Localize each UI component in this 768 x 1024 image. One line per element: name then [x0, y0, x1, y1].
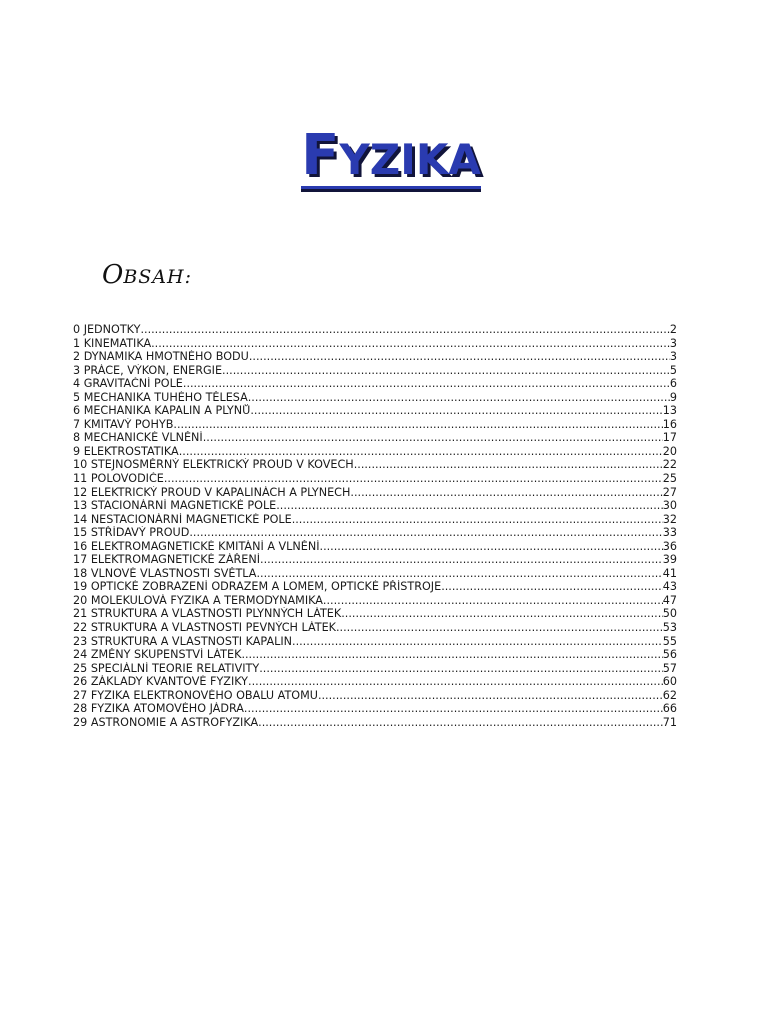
toc-entry[interactable] — [73, 377, 677, 391]
toc-entry-label: JEDNOTKY — [83, 323, 141, 336]
toc-entry[interactable] — [73, 580, 677, 594]
toc-entry-number: 18 — [73, 566, 88, 580]
toc-dot-leader — [258, 716, 663, 730]
toc-entry-number: 9 — [73, 444, 81, 458]
toc-entry-label: FYZIKA ATOMOVÉHO JÁDRA — [90, 702, 244, 716]
toc-entry-label: ZMĚNY SKUPENSTVÍ LÁTEK — [90, 648, 242, 662]
toc-entry[interactable] — [73, 553, 677, 567]
toc-entry[interactable] — [73, 431, 677, 445]
toc-dot-leader — [248, 391, 670, 405]
toc-entry-page: 66 — [662, 702, 677, 716]
toc-dot-leader — [292, 635, 663, 649]
toc-entry-page: 17 — [662, 431, 677, 445]
toc-entry[interactable] — [73, 635, 677, 649]
toc-dot-leader — [318, 689, 663, 703]
toc-entry-number: 3 — [73, 363, 81, 377]
toc-dot-leader — [323, 594, 663, 608]
toc-entry-label: STRUKTURA A VLASTNOSTI PLYNNÝCH LÁTEK — [90, 607, 342, 621]
toc-entry-label: ELEKTROSTATIKA — [83, 444, 179, 458]
toc-entry[interactable] — [73, 567, 677, 581]
toc-entry-label: MECHANIKA TUHÉHO TĚLESA — [83, 390, 248, 404]
toc-entry-label: ELEKTROMAGNETICKÉ KMITÁNÍ A VLNĚNÍ — [90, 539, 320, 553]
toc-dot-leader — [350, 486, 662, 500]
toc-entry-label: STŘÍDAVÝ PROUD — [90, 526, 190, 540]
toc-entry-page: 3 — [669, 350, 677, 364]
toc-entry-page: 13 — [662, 404, 677, 418]
toc-entry-page: 43 — [662, 580, 677, 594]
toc-dot-leader — [249, 350, 670, 364]
toc-entry[interactable] — [73, 702, 677, 716]
toc-dot-leader — [250, 404, 662, 418]
toc-entry-page: 6 — [669, 377, 677, 391]
toc-entry[interactable] — [73, 648, 677, 662]
toc-dot-leader — [203, 431, 663, 445]
toc-entry-number: 10 — [73, 458, 88, 472]
toc-entry-page: 2 — [669, 323, 677, 336]
toc-entry-number: 8 — [73, 431, 81, 445]
toc-dot-leader — [183, 377, 670, 391]
toc-dot-leader — [260, 553, 663, 567]
toc-dot-leader — [151, 337, 670, 351]
toc-entry-label: STEJNOSMĚRNÝ ELEKTRICKÝ PROUD V KOVECH — [90, 458, 354, 472]
toc-dot-leader — [256, 567, 662, 581]
toc-dot-leader — [341, 607, 663, 621]
toc-entry-number: 28 — [73, 702, 88, 716]
toc-entry[interactable] — [73, 391, 677, 405]
toc-dot-leader — [164, 472, 663, 486]
toc-entry-label: KINEMATIKA — [83, 336, 152, 350]
toc-entry-page: 41 — [662, 566, 677, 580]
toc-entry-page: 9 — [669, 390, 677, 404]
toc-entry[interactable] — [73, 364, 677, 378]
toc-entry-number: 5 — [73, 390, 81, 404]
toc-entry-page: 25 — [662, 472, 677, 486]
toc-entry-number: 7 — [73, 417, 81, 431]
toc-entry-label: NESTACIONÁRNÍ MAGNETICKÉ POLE — [90, 512, 292, 526]
toc-entry-label: OPTICKÉ ZOBRAZENÍ ODRAZEM A LOMEM, OPTICKÉ PŘÍSTROJE — [90, 580, 442, 594]
title-initial: F — [301, 123, 340, 188]
toc-entry-page: 60 — [662, 675, 677, 689]
toc-entry-label: MECHANICKÉ VLNĚNÍ — [83, 431, 203, 445]
toc-entry-page: 20 — [662, 444, 677, 458]
toc-entry[interactable] — [73, 689, 677, 703]
toc-entry-page: 56 — [662, 648, 677, 662]
toc-entry-label: POLOVODIČE — [90, 472, 164, 486]
toc-entry-label: SPECIÁLNÍ TEORIE RELATIVITY — [90, 661, 260, 675]
toc-entry-page: 3 — [669, 336, 677, 350]
toc-entry-page: 33 — [662, 526, 677, 540]
toc-entry-label: ASTRONOMIE A ASTROFYZIKA — [90, 715, 259, 729]
toc-entry-number: 2 — [73, 350, 81, 364]
toc-entry-page: 57 — [662, 661, 677, 675]
toc-dot-leader — [276, 499, 663, 513]
toc-entry[interactable] — [73, 337, 677, 351]
toc-dot-leader — [441, 580, 663, 594]
toc-entry-number: 23 — [73, 634, 88, 648]
toc-dot-leader — [140, 323, 669, 337]
toc-entry-number: 6 — [73, 404, 81, 418]
toc-dot-leader — [354, 458, 663, 472]
toc-entry-page: 62 — [662, 688, 677, 702]
toc-entry-number: 29 — [73, 715, 88, 729]
toc-entry[interactable] — [73, 458, 677, 472]
toc-dot-leader — [292, 513, 663, 527]
toc-entry-label: FYZIKA ELEKTRONOVÉHO OBALU ATOMU — [90, 688, 318, 702]
toc-entry-page: 36 — [662, 539, 677, 553]
toc-entry[interactable] — [73, 513, 677, 527]
toc-entry-number: 25 — [73, 661, 88, 675]
contents-heading-rest: BSAH: — [123, 266, 192, 288]
toc-entry-number: 15 — [73, 526, 88, 540]
toc-entry[interactable] — [73, 445, 677, 459]
toc-entry-label: PRÁCE, VÝKON, ENERGIE — [83, 363, 223, 377]
toc-dot-leader — [259, 662, 663, 676]
toc-dot-leader — [222, 364, 670, 378]
toc-entry[interactable] — [73, 418, 677, 432]
toc-entry[interactable] — [73, 716, 677, 730]
toc-entry-label: ELEKTROMAGNETICKÉ ZÁŘENÍ — [90, 553, 261, 567]
toc-entry-number: 0 — [73, 323, 81, 336]
toc-entry-number: 4 — [73, 377, 81, 391]
toc-entry[interactable] — [73, 675, 677, 689]
toc-dot-leader — [248, 675, 663, 689]
toc-entry-page: 39 — [662, 553, 677, 567]
toc-entry-label: ELEKTRICKÝ PROUD V KAPALINÁCH A PLYNECH — [90, 485, 351, 499]
toc-entry-number: 24 — [73, 648, 88, 662]
toc-entry-page: 55 — [662, 634, 677, 648]
toc-entry-page: 47 — [662, 593, 677, 607]
toc-entry[interactable] — [73, 621, 677, 635]
toc-entry[interactable] — [73, 594, 677, 608]
toc-entry-label: DYNAMIKA HMOTNÉHO BODU — [83, 350, 249, 364]
toc-entry[interactable] — [73, 404, 677, 418]
toc-entry-page: 32 — [662, 512, 677, 526]
document-title-text — [301, 123, 481, 189]
toc-entry-label: GRAVITAČNÍ POLE — [83, 377, 183, 391]
toc-entry-number: 12 — [73, 485, 88, 499]
toc-entry[interactable] — [73, 662, 677, 676]
table-of-contents — [73, 323, 677, 729]
toc-dot-leader — [173, 418, 662, 432]
toc-dot-leader — [244, 702, 663, 716]
toc-dot-leader — [336, 621, 663, 635]
toc-entry[interactable] — [73, 323, 677, 337]
toc-entry[interactable] — [73, 607, 677, 621]
title-rest: YZIKA — [339, 135, 481, 184]
toc-dot-leader — [179, 445, 663, 459]
toc-entry[interactable] — [73, 526, 677, 540]
contents-heading-initial: O — [102, 260, 124, 290]
toc-entry-page: 27 — [662, 485, 677, 499]
toc-entry[interactable] — [73, 540, 677, 554]
toc-entry-number: 1 — [73, 336, 81, 350]
toc-entry-number: 11 — [73, 472, 88, 486]
toc-entry[interactable] — [73, 350, 677, 364]
toc-entry-number: 17 — [73, 553, 88, 567]
toc-entry-label: MOLEKULOVÁ FYZIKA A TERMODYNAMIKA — [90, 593, 323, 607]
toc-entry-number: 19 — [73, 580, 88, 594]
toc-entry-page: 5 — [669, 363, 677, 377]
toc-entry-label: STRUKTURA A VLASTNOSTI PEVNÝCH LÁTEK — [90, 621, 336, 635]
contents-heading — [102, 262, 192, 288]
toc-dot-leader — [320, 540, 663, 554]
toc-entry[interactable] — [73, 499, 677, 513]
toc-entry-number: 21 — [73, 607, 88, 621]
toc-entry-number: 13 — [73, 499, 88, 513]
toc-entry-label: STRUKTURA A VLASTNOSTI KAPALIN — [90, 634, 293, 648]
toc-entry-page: 71 — [662, 715, 677, 729]
document-title — [0, 123, 768, 189]
toc-entry-label: MECHANIKA KAPALIN A PLYNŮ — [83, 404, 251, 418]
toc-entry-number: 20 — [73, 593, 88, 607]
toc-entry-page: 53 — [662, 621, 677, 635]
toc-entry-page: 22 — [662, 458, 677, 472]
toc-entry-number: 22 — [73, 621, 88, 635]
toc-dot-leader — [189, 526, 662, 540]
toc-entry-page: 30 — [662, 499, 677, 513]
toc-entry-label: STACIONÁRNÍ MAGNETICKÉ POLE — [90, 499, 277, 513]
toc-entry-number: 26 — [73, 675, 88, 689]
toc-entry[interactable] — [73, 472, 677, 486]
toc-entry-number: 14 — [73, 512, 88, 526]
toc-entry-label: KMITAVÝ POHYB — [83, 417, 174, 431]
toc-entry-page: 16 — [662, 417, 677, 431]
toc-entry-label: VLNOVÉ VLASTNOSTI SVĚTLA — [90, 566, 257, 580]
toc-entry-number: 16 — [73, 539, 88, 553]
toc-dot-leader — [241, 648, 662, 662]
toc-entry-label: ZÁKLADY KVANTOVÉ FYZIKY — [90, 675, 249, 689]
toc-entry-page: 50 — [662, 607, 677, 621]
toc-entry-number: 27 — [73, 688, 88, 702]
toc-entry[interactable] — [73, 486, 677, 500]
